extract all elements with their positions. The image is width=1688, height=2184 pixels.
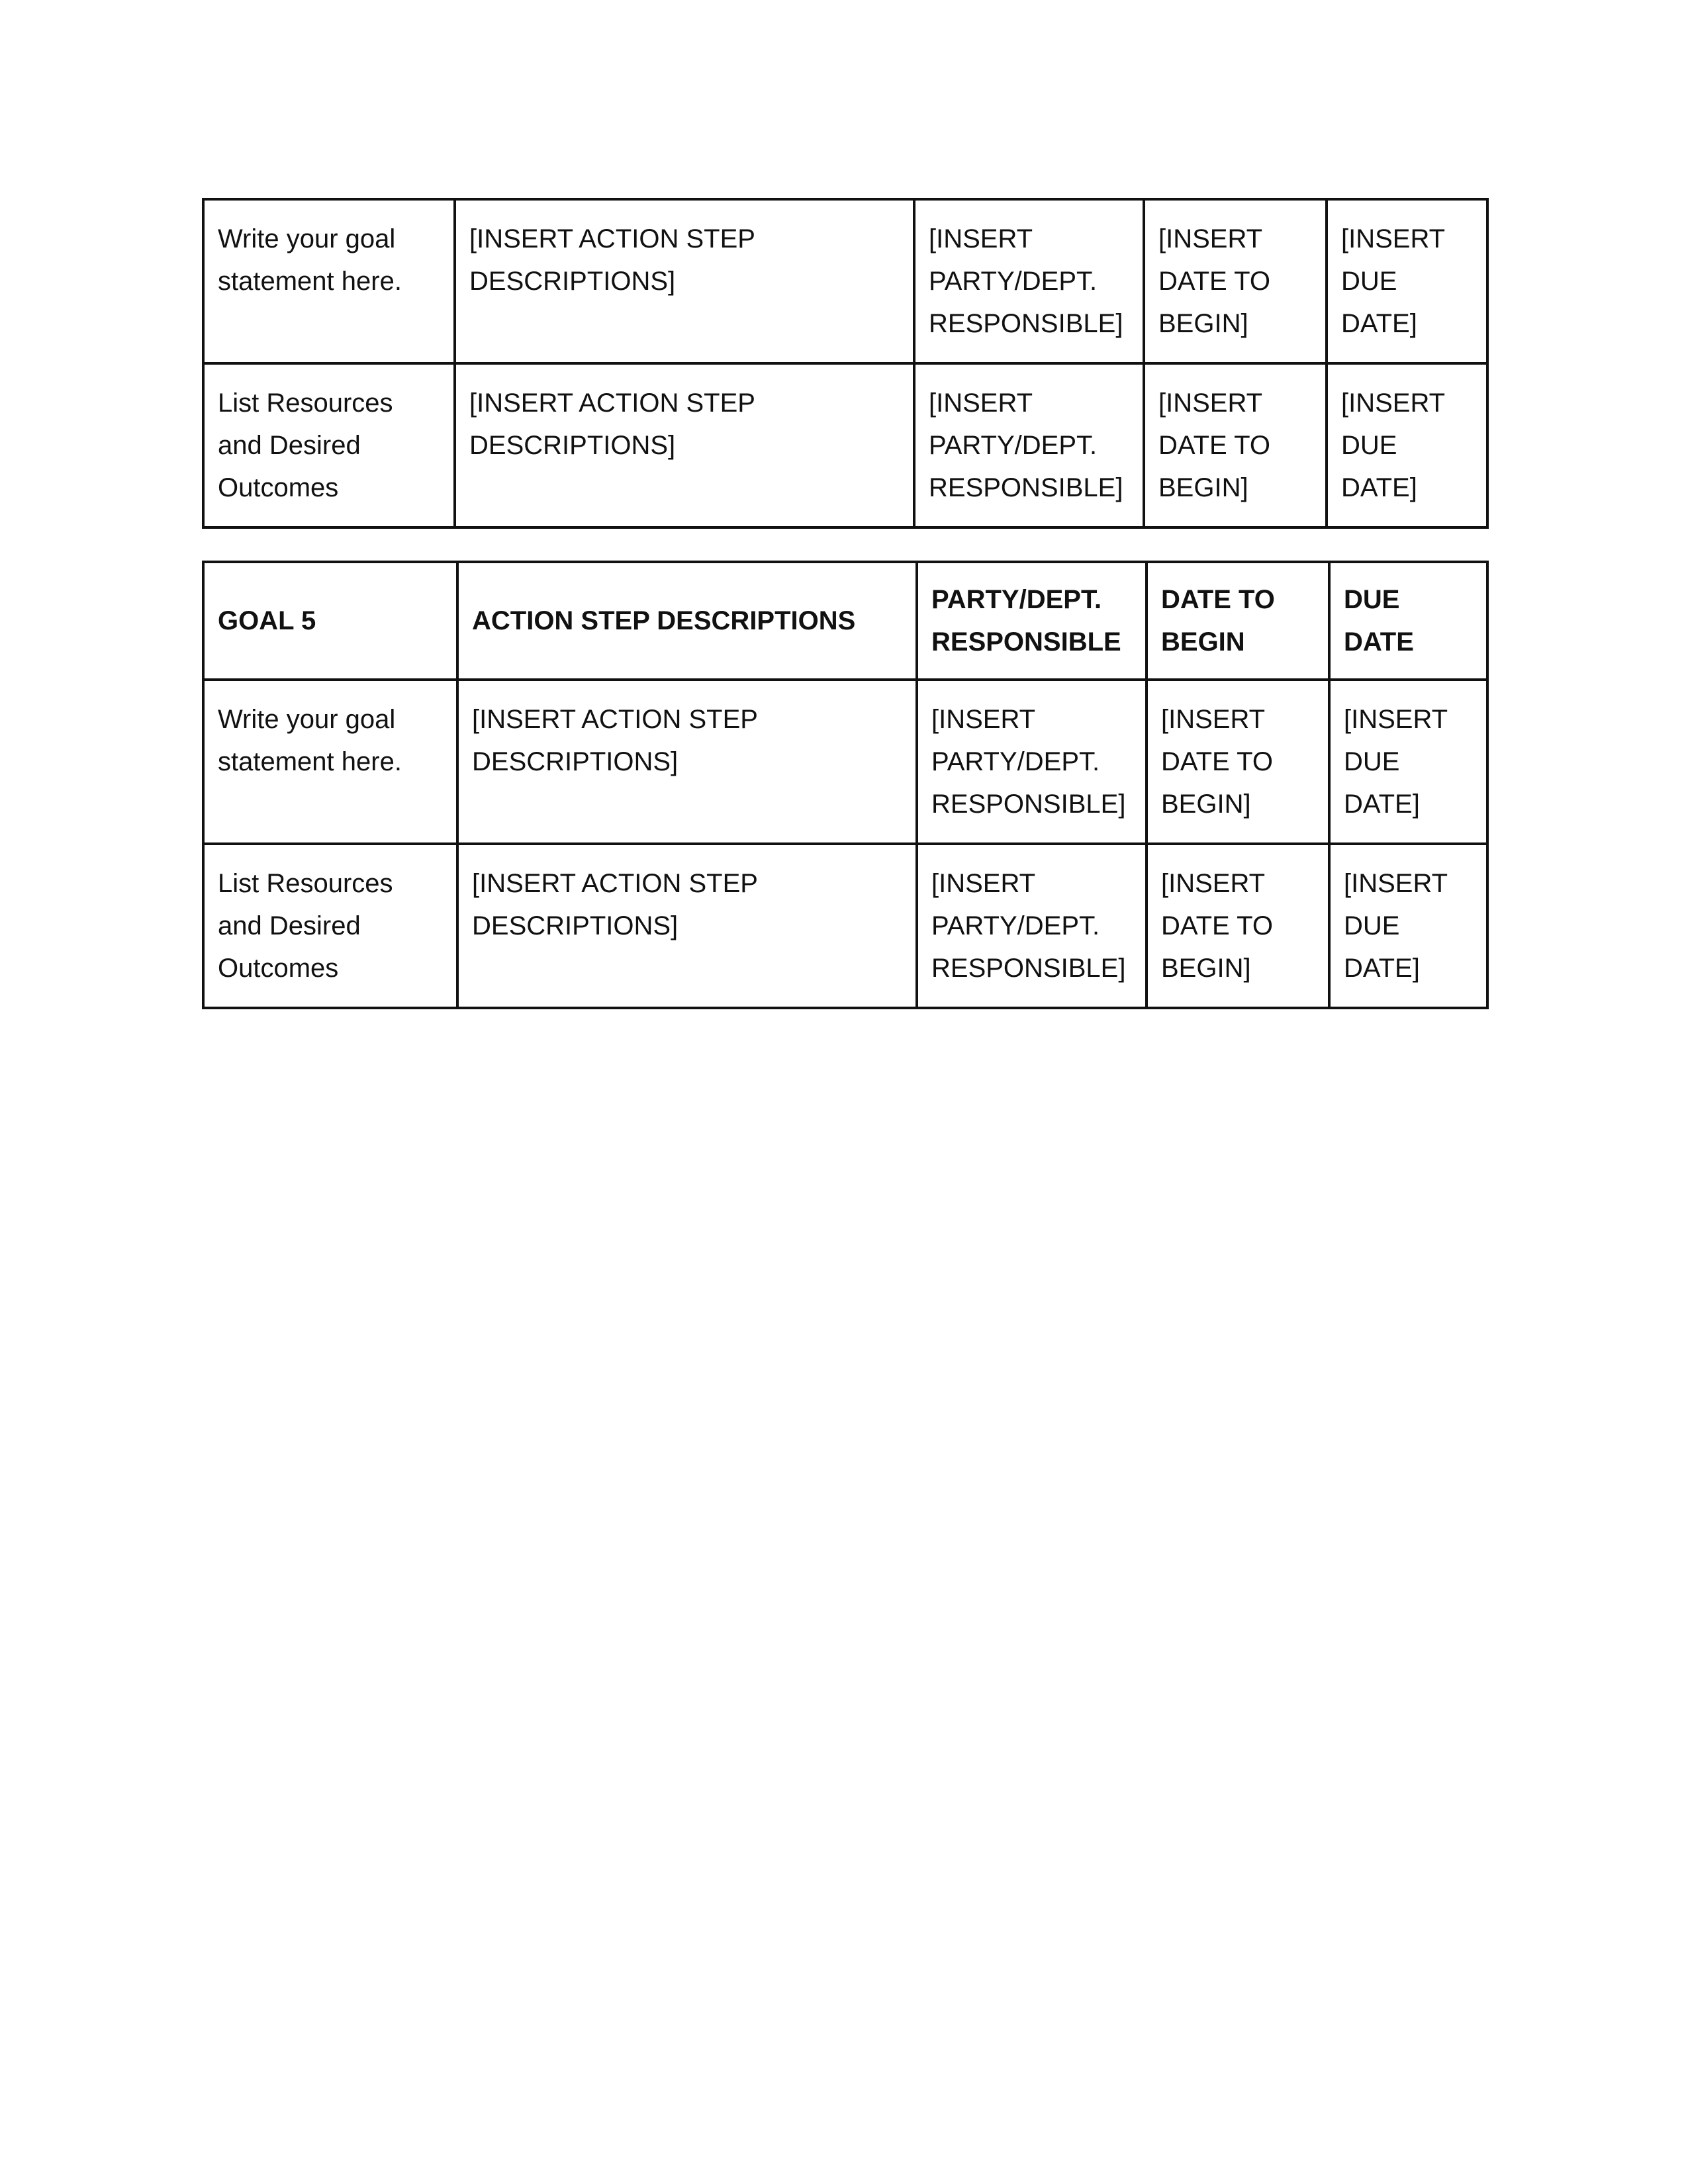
party-responsible-text: [INSERT PARTY/DEPT. RESPONSIBLE] <box>929 388 1123 502</box>
goal-cell[interactable] <box>203 363 455 527</box>
table-row <box>203 363 1487 527</box>
table-row <box>203 199 1487 363</box>
action-cell[interactable] <box>455 363 914 527</box>
goal-cell[interactable] <box>203 844 457 1008</box>
begin-date-cell[interactable] <box>1144 363 1327 527</box>
due-date-cell[interactable] <box>1329 680 1487 844</box>
begin-date-text: [INSERT DATE TO BEGIN] <box>1161 705 1273 819</box>
due-header-label: DUE DATE <box>1344 585 1414 657</box>
action-header-label: ACTION STEP DESCRIPTIONS <box>472 606 856 635</box>
goal-statement-text: Write your goal statement here. <box>218 224 402 296</box>
header-party <box>917 562 1147 680</box>
goal-cell[interactable] <box>203 680 457 844</box>
table-header-row <box>203 562 1487 680</box>
header-goal <box>203 562 457 680</box>
begin-header-label: DATE TO BEGIN <box>1161 585 1275 657</box>
due-date-cell[interactable] <box>1329 844 1487 1008</box>
begin-date-cell[interactable] <box>1144 199 1327 363</box>
party-responsible-text: [INSERT PARTY/DEPT. RESPONSIBLE] <box>929 224 1123 338</box>
due-date-cell[interactable] <box>1327 363 1487 527</box>
action-cell[interactable] <box>455 199 914 363</box>
due-date-text: [INSERT DUE DATE] <box>1344 705 1448 819</box>
action-step-text: [INSERT ACTION STEP DESCRIPTIONS] <box>472 869 758 940</box>
party-responsible-text: [INSERT PARTY/DEPT. RESPONSIBLE] <box>931 705 1126 819</box>
header-begin <box>1147 562 1329 680</box>
party-cell[interactable] <box>914 199 1144 363</box>
party-cell[interactable] <box>917 844 1147 1008</box>
header-due <box>1329 562 1487 680</box>
goal-title: GOAL 5 <box>218 606 316 635</box>
due-date-text: [INSERT DUE DATE] <box>1344 869 1448 983</box>
begin-date-cell[interactable] <box>1147 844 1329 1008</box>
action-cell[interactable] <box>457 844 917 1008</box>
begin-date-text: [INSERT DATE TO BEGIN] <box>1161 869 1273 983</box>
resources-outcomes-text: List Resources and Desired Outcomes <box>218 869 393 983</box>
goal-cell[interactable] <box>203 199 455 363</box>
goal-5-action-table <box>202 561 1489 1009</box>
resources-outcomes-text: List Resources and Desired Outcomes <box>218 388 393 502</box>
action-cell[interactable] <box>457 680 917 844</box>
header-action <box>457 562 917 680</box>
due-date-text: [INSERT DUE DATE] <box>1341 388 1446 502</box>
begin-date-text: [INSERT DATE TO BEGIN] <box>1158 224 1270 338</box>
begin-date-cell[interactable] <box>1147 680 1329 844</box>
party-header-label: PARTY/DEPT. RESPONSIBLE <box>931 585 1121 657</box>
table-row <box>203 844 1487 1008</box>
due-date-cell[interactable] <box>1327 199 1487 363</box>
goal-statement-text: Write your goal statement here. <box>218 705 402 776</box>
party-cell[interactable] <box>914 363 1144 527</box>
action-step-text: [INSERT ACTION STEP DESCRIPTIONS] <box>469 388 755 460</box>
party-responsible-text: [INSERT PARTY/DEPT. RESPONSIBLE] <box>931 869 1126 983</box>
due-date-text: [INSERT DUE DATE] <box>1341 224 1446 338</box>
table-row <box>203 680 1487 844</box>
goal-4-action-table <box>202 198 1489 529</box>
party-cell[interactable] <box>917 680 1147 844</box>
action-step-text: [INSERT ACTION STEP DESCRIPTIONS] <box>472 705 758 776</box>
begin-date-text: [INSERT DATE TO BEGIN] <box>1158 388 1270 502</box>
action-step-text: [INSERT ACTION STEP DESCRIPTIONS] <box>469 224 755 296</box>
